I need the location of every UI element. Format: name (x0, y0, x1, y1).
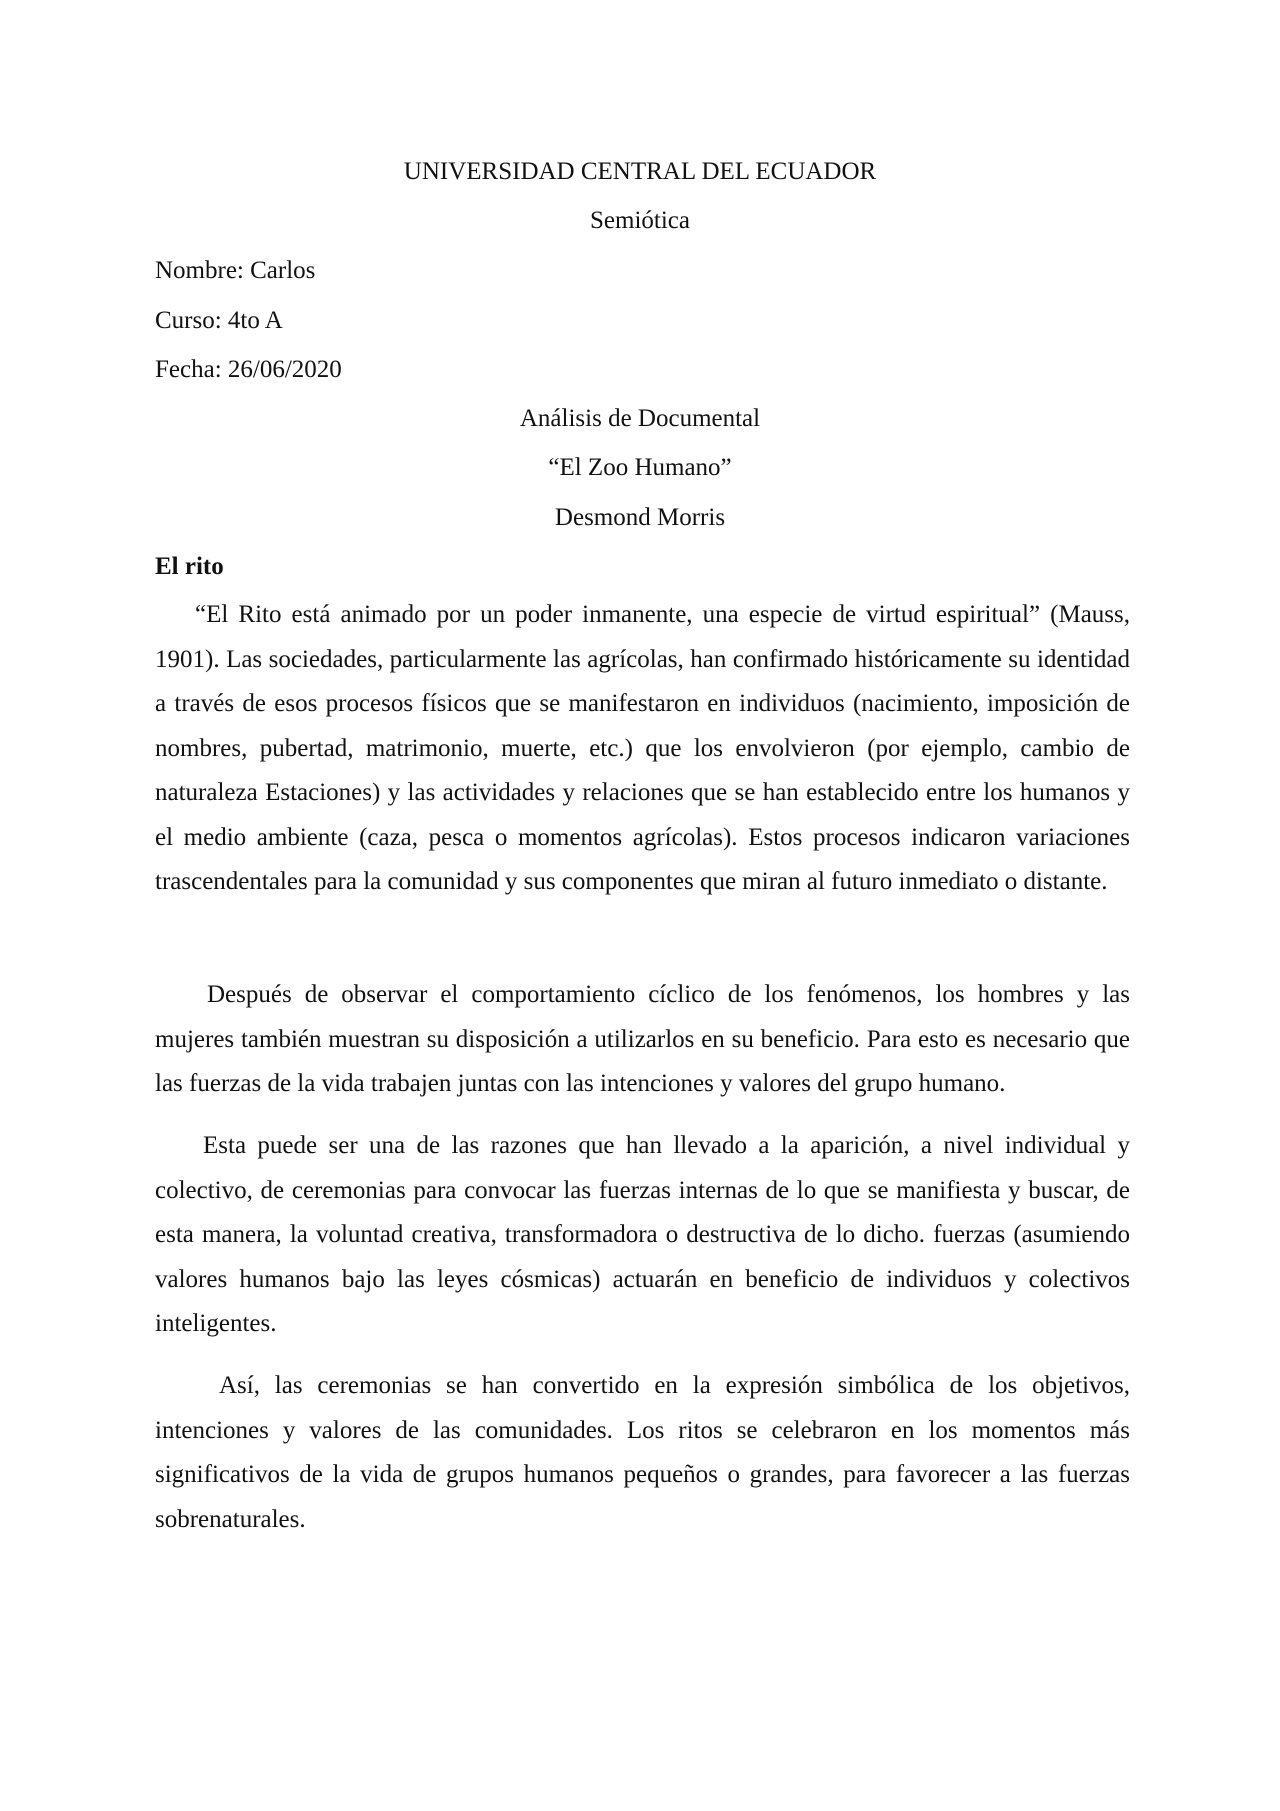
student-name: Nombre: Carlos (155, 257, 316, 284)
paragraph-4: Así, las ceremonias se han convertido en la expresión simbólica de los objetivos, intenciones y valores de las comunidades. Los ritos se celebraron en los momentos más significativos de la vida de grupos humanos pequeños o grandes, para favorecer a las fuerzas sobrenaturales. (155, 1372, 1130, 1533)
subject-title: Semiótica (590, 207, 690, 234)
paragraph-3: Esta puede ser una de las razones que han llevado a la aparición, a nivel individual y colectivo, de ceremonias para convocar las fuerzas internas de lo que se manifiesta y buscar, de esta manera, la voluntad creativa, transformadora o destructiva de lo dicho. fuerzas (asumiendo valores humanos bajo las leyes cósmicas) actuarán en beneficio de individuos y colectivos inteligentes. (155, 1132, 1130, 1337)
course-label: Curso: 4to A (155, 307, 283, 334)
paragraph-2: Después de observar el comportamiento cíclico de los fenómenos, los hombres y las mujeres también muestran su disposición a utilizarlos en su beneficio. Para esto es necesario que las fuerzas de la vida trabajen juntas con las intenciones y valores del grupo humano. (155, 981, 1130, 1097)
date-label: Fecha: 26/06/2020 (155, 356, 342, 383)
institution-title: UNIVERSIDAD CENTRAL DEL ECUADOR (403, 158, 877, 185)
documentary-name: “El Zoo Humano” (548, 454, 732, 481)
author-name: Desmond Morris (554, 504, 726, 531)
section-heading: El rito (155, 553, 224, 580)
paragraph-1: “El Rito está animado por un poder inmanente, una especie de virtud espiritual” (Mauss, 1901). Las sociedades, particularmente las agrícolas, han confirmado históricamente su identidad a través de esos procesos físicos que se manifestaron en individuos (nacimiento, imposición de nombres, pubertad, matrimonio, muerte, etc.) que los envolvieron (por ejemplo, cambio de naturaleza Estaciones) y las actividades y relaciones que se han establecido entre los humanos y el medio ambiente (caza, pesca o momentos agrícolas). Estos procesos indicaron variaciones trascendentales para la comunidad y sus componentes que miran al futuro inmediato o distante. (155, 601, 1130, 895)
document-title: Análisis de Documental (519, 405, 761, 432)
